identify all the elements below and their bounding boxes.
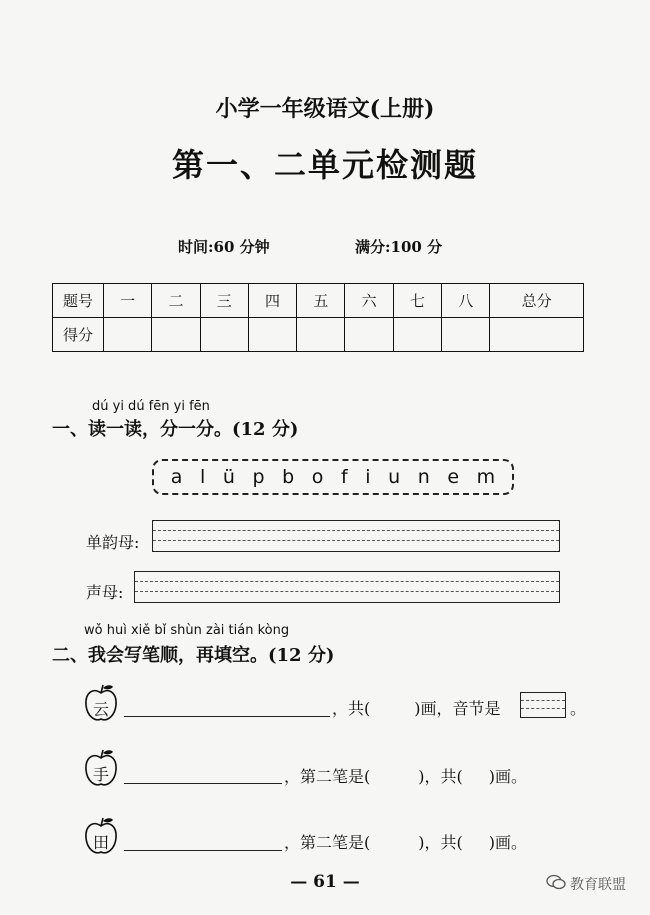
text-segment: )，共(	[418, 767, 463, 786]
stroke-char: 田	[93, 833, 110, 852]
text-segment: ，第二笔是(	[284, 833, 371, 852]
q2-row-2-text	[284, 764, 527, 787]
letter: i	[365, 466, 371, 488]
stroke-char: 手	[93, 765, 110, 784]
initials-label: 声母:	[86, 583, 124, 602]
letter: e	[447, 466, 460, 488]
page-number: — 61 —	[290, 872, 360, 892]
table-cell: 得分	[53, 318, 104, 352]
score-cell[interactable]	[248, 318, 296, 352]
q1-heading: 一、读一读，分一分。(12 分)	[52, 419, 299, 440]
table-cell: 二	[152, 284, 200, 318]
table-cell: 总分	[490, 284, 584, 318]
score-cell[interactable]	[490, 318, 584, 352]
full-score-label: 满分:100 分	[355, 238, 443, 256]
q2-row-1-text	[332, 696, 501, 719]
finals-label: 单韵母:	[86, 533, 140, 552]
score-cell[interactable]	[297, 318, 345, 352]
table-cell: 六	[345, 284, 393, 318]
table-cell: 三	[200, 284, 248, 318]
letter: u	[388, 466, 401, 488]
page-title: 第一、二单元检测题	[171, 146, 478, 184]
q1-pinyin: dú yi dú fēn yi fēn	[92, 399, 210, 414]
score-table-header-row	[53, 284, 584, 318]
table-cell: 一	[104, 284, 152, 318]
letter: f	[340, 466, 348, 488]
table-cell: 题号	[53, 284, 104, 318]
letter: ü	[222, 466, 235, 488]
letters-box	[152, 459, 514, 495]
text-segment: )画，音节是	[414, 699, 501, 718]
stroke-order-blank[interactable]	[124, 783, 282, 784]
letter: l	[200, 466, 206, 488]
score-cell[interactable]	[152, 318, 200, 352]
table-cell: 四	[248, 284, 296, 318]
subtitle: 小学一年级语文(上册)	[215, 96, 435, 122]
score-cell[interactable]	[393, 318, 441, 352]
score-cell[interactable]	[442, 318, 490, 352]
initials-answer-box[interactable]	[134, 571, 560, 603]
stroke-order-blank[interactable]	[124, 716, 330, 717]
score-cell[interactable]	[200, 318, 248, 352]
score-cell[interactable]	[104, 318, 152, 352]
finals-answer-box[interactable]	[152, 520, 560, 552]
score-cell[interactable]	[345, 318, 393, 352]
letter: o	[311, 466, 324, 488]
table-cell: 八	[442, 284, 490, 318]
letter: a	[170, 466, 183, 488]
period: 。	[570, 699, 587, 718]
letter: b	[282, 466, 295, 488]
table-cell: 五	[297, 284, 345, 318]
letter: n	[417, 466, 430, 488]
stroke-order-blank[interactable]	[124, 850, 282, 851]
text-segment: )画。	[488, 833, 527, 852]
time-label: 时间:60 分钟	[178, 238, 270, 256]
score-table	[52, 283, 584, 352]
q2-heading: 二、我会写笔顺，再填空。(12 分)	[52, 645, 335, 666]
q2-row-3-text	[284, 830, 527, 853]
letter: p	[252, 466, 265, 488]
text-segment: )，共(	[418, 833, 463, 852]
wechat-icon	[546, 874, 566, 894]
score-table-score-row	[53, 318, 584, 352]
table-cell: 七	[393, 284, 441, 318]
q2-pinyin: wǒ huì xiě bǐ shùn zài tián kòng	[84, 623, 290, 638]
stroke-char: 云	[93, 700, 110, 719]
letter: m	[476, 466, 496, 488]
watermark	[546, 874, 626, 894]
text-segment: ，共(	[332, 699, 371, 718]
syllable-box[interactable]	[520, 692, 566, 718]
text-segment: )画。	[488, 767, 527, 786]
watermark-text: 教育联盟	[570, 877, 626, 893]
text-segment: ，第二笔是(	[284, 767, 371, 786]
